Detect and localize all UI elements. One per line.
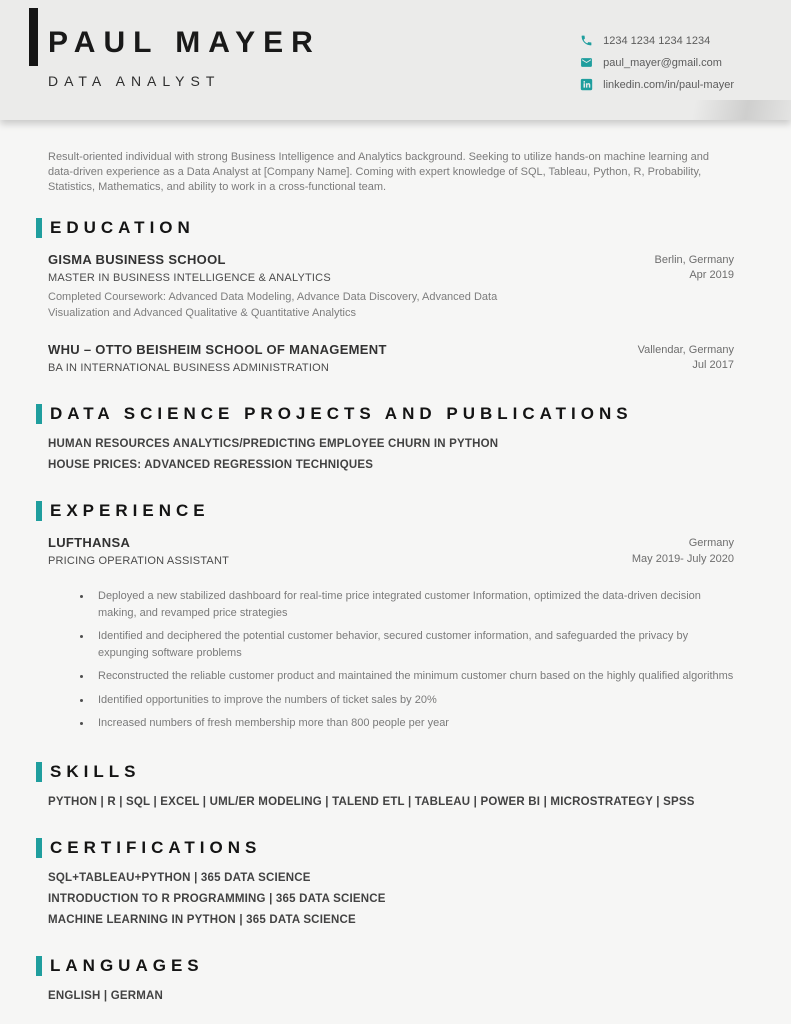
linkedin-icon (580, 78, 593, 91)
experience-bullet-list (48, 588, 734, 732)
section-title-text: CERTIFICATIONS (50, 837, 262, 857)
contact-linkedin-row (580, 78, 734, 91)
mail-icon (580, 56, 593, 69)
section-languages (48, 956, 734, 1002)
degree-name: MASTER IN BUSINESS INTELLIGENCE & ANALYTICS (48, 271, 331, 284)
degree-name: BA IN INTERNATIONAL BUSINESS ADMINISTRATION (48, 361, 329, 374)
job-title: DATA ANALYST (48, 73, 221, 89)
header-accent-bar (29, 8, 38, 66)
contact-block (580, 34, 734, 91)
contact-phone-row (580, 34, 734, 47)
section-accent-tick (36, 838, 42, 858)
project-item: HOUSE PRICES: ADVANCED REGRESSION TECHNIQUES (48, 459, 374, 472)
linkedin-handle: linkedin.com/in/paul-mayer (603, 78, 734, 91)
summary-paragraph: Result-oriented individual with strong Business Intelligence and Analytics background. Seeking to utilize hands-on machine learning and data-driven experience as a Data Analyst at [Company Name]. Coming with expert knowledge of SQL, Tableau, Python, R, Probability, Statistics, Mathematics, and ability to work in a cross-functional team. (48, 151, 710, 194)
education-entry (48, 252, 734, 322)
section-title-text: LANGUAGES (50, 955, 204, 975)
section-title-text: SKILLS (50, 761, 141, 781)
section-title-experience (36, 501, 734, 521)
email-address: paul_mayer@gmail.com (603, 56, 722, 69)
certification-item: INTRODUCTION TO R PROGRAMMING | 365 DATA SCIENCE (48, 892, 386, 905)
section-accent-tick (36, 404, 42, 424)
experience-bullet: • Increased numbers of fresh membership more than 800 people per year (92, 715, 734, 732)
experience-entry-main (48, 535, 229, 567)
section-certifications (48, 838, 734, 926)
person-name: PAUL MAYER (48, 26, 321, 59)
section-title-education (36, 218, 734, 238)
school-name: GISMA BUSINESS SCHOOL (48, 251, 226, 267)
education-entry-meta (655, 252, 734, 285)
section-title-certifications (36, 838, 734, 858)
certification-item: MACHINE LEARNING IN PYTHON | 365 DATA SCIENCE (48, 913, 356, 926)
section-skills (48, 762, 734, 808)
project-item: HUMAN RESOURCES ANALYTICS/PREDICTING EMPLOYEE CHURN IN PYTHON (48, 438, 499, 451)
role-title: PRICING OPERATION ASSISTANT (48, 555, 230, 568)
contact-email-row (580, 56, 734, 69)
education-entry (48, 342, 734, 375)
experience-bullet: • Deployed a new stabilized dashboard for real-time price integrated customer Information, optimized the data-driven decision making, and revamped price strategies (92, 588, 734, 621)
languages-line: ENGLISH | GERMAN (48, 989, 164, 1002)
school-name: WHU – OTTO BEISHEIM SCHOOL OF MANAGEMENT (48, 341, 387, 357)
resume-header (0, 0, 791, 120)
phone-icon (580, 34, 593, 47)
section-education (48, 218, 734, 375)
phone-number: 1234 1234 1234 1234 (603, 34, 711, 47)
education-entry-meta (638, 342, 734, 375)
section-accent-tick (36, 218, 42, 238)
section-accent-tick (36, 501, 42, 521)
education-date: Jul 2017 (692, 359, 734, 372)
section-title-projects (36, 404, 734, 424)
education-date: Apr 2019 (689, 269, 734, 282)
experience-entry (48, 535, 734, 568)
section-accent-tick (36, 956, 42, 976)
section-title-text: EXPERIENCE (50, 501, 210, 521)
experience-location: Germany (688, 537, 734, 550)
section-projects (48, 404, 734, 471)
education-entry-main (48, 252, 523, 322)
coursework-detail: Completed Coursework: Advanced Data Modeling, Advance Data Discovery, Advanced Data Visualization and Advanced Qualitative & Quantitative Analytics (48, 290, 498, 320)
section-title-text: EDUCATION (50, 217, 195, 237)
education-entry-main (48, 342, 387, 374)
section-accent-tick (36, 762, 42, 782)
section-title-text: DATA SCIENCE PROJECTS AND PUBLICATIONS (50, 404, 633, 424)
company-name: LUFTHANSA (48, 535, 131, 551)
certification-item: SQL+TABLEAU+PYTHON | 365 DATA SCIENCE (48, 871, 311, 884)
section-title-skills (36, 762, 734, 782)
resume-body (0, 120, 791, 1002)
education-location: Vallendar, Germany (637, 343, 734, 356)
section-title-languages (36, 956, 734, 976)
section-experience (48, 501, 734, 731)
education-location: Berlin, Germany (654, 253, 734, 266)
experience-dates: May 2019- July 2020 (631, 553, 734, 566)
experience-bullet: • Identified opportunities to improve the numbers of ticket sales by 20% (92, 692, 734, 709)
experience-entry-meta (632, 535, 734, 568)
experience-bullet: • Reconstructed the reliable customer product and maintained the minimum customer churn based on the highly qualified algorithms (92, 668, 734, 685)
experience-bullet: • Identified and deciphered the potential customer behavior, secured customer information, and safeguarded the privacy by expunging software problems (92, 628, 734, 661)
skills-line: PYTHON | R | SQL | EXCEL | UML/ER MODELING | TALEND ETL | TABLEAU | POWER BI | MICROSTRATEGY | SPSS (48, 795, 695, 808)
